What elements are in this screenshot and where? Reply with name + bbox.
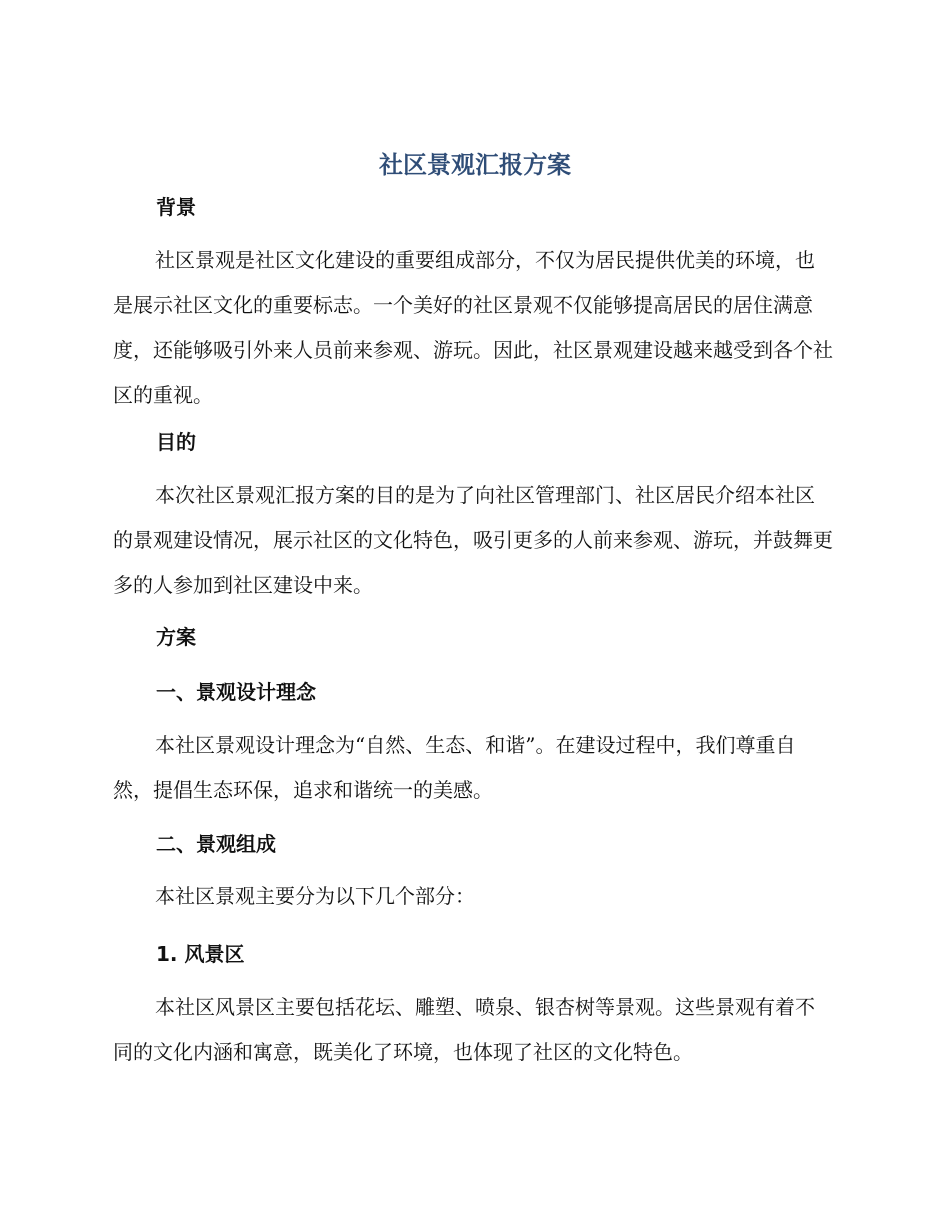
- paragraph-composition: 本社区景观主要分为以下几个部分：: [155, 884, 475, 908]
- section-heading-scenic-area: 1. 风景区: [156, 942, 245, 966]
- section-heading-plan: 方案: [156, 625, 196, 649]
- section-heading-composition: 二、景观组成: [156, 832, 276, 856]
- section-heading-background: 背景: [156, 195, 196, 219]
- section-heading-design-concept: 一、景观设计理念: [156, 680, 316, 704]
- paragraph-background: 社区景观是社区文化建设的重要组成部分，不仅为居民提供优美的环境，也是展示社区文化的重要标志。一个美好的社区景观不仅能够提高居民的居住满意度，还能够吸引外来人员前来参观、游玩。因此，社区景观建设越来越受到各个社区的重视。: [113, 248, 833, 407]
- paragraph-scenic-area: 本社区风景区主要包括花坛、雕塑、喷泉、银杏树等景观。这些景观有着不同的文化内涵和寓意，既美化了环境，也体现了社区的文化特色。: [113, 995, 815, 1064]
- section-heading-purpose: 目的: [156, 430, 196, 454]
- paragraph-design-concept: 本社区景观设计理念为“自然、生态、和谐”。在建设过程中，我们尊重自然，提倡生态环保，追求和谐统一的美感。: [113, 733, 796, 802]
- paragraph-purpose: 本次社区景观汇报方案的目的是为了向社区管理部门、社区居民介绍本社区的景观建设情况，展示社区的文化特色，吸引更多的人前来参观、游玩，并鼓舞更多的人参加到社区建设中来。: [113, 483, 833, 597]
- document-title: 社区景观汇报方案: [379, 151, 571, 179]
